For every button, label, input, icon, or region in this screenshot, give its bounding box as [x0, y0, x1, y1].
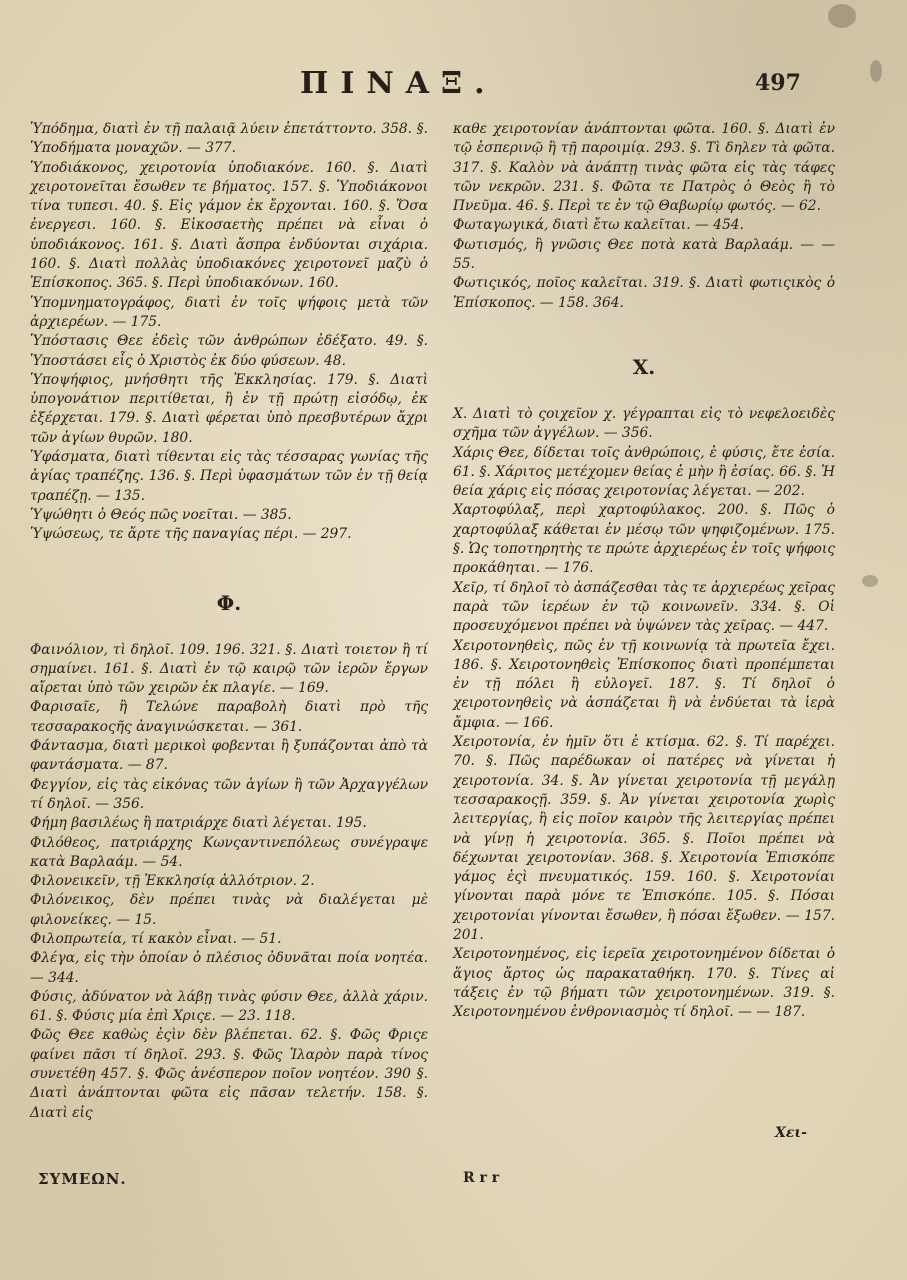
spacer: [453, 379, 835, 405]
index-entry: Ὑπόδημα, διατὶ ἐν τῇ παλαιᾷ λύειν ἐπετάττοντο. 358. §. Ὑποδήματα μοναχῶν. — 377.: [30, 121, 428, 157]
right-column: [453, 120, 835, 1022]
index-entry: Φαρισαῖε, ἢ Τελώνε παραβολὴ διατὶ πρὸ τῆς τεσσαρακοςῆς ἀναγινώσκεται. — 361.: [30, 699, 428, 735]
index-entry: Φωτισμός, ἢ γνῶσις Θεε ποτὰ κατὰ Βαρλαάμ. — — 55.: [453, 236, 835, 273]
index-entry: Φιλόνεικος, δὲν πρέπει τινὰς νὰ διαλέγεται μὲ φιλονείκες. — 15.: [30, 892, 428, 928]
spacer: [30, 615, 428, 641]
index-entry: Χειροτονία, ἐν ἡμῖν ὅτι ἐ κτίσμα. 62. §. Τί παρέχει. 70. §. Πῶς παρέδωκαν οἱ πατέρες νὰ γίνεται ἡ χειροτονία. 34. §. Ἀν γίνεται χειροτονία τῇ μεγάλῃ τεσσαρακοςῇ. 359. §. Ἀν γίνεται χειροτονία χωρὶς λειτεργίας, ἢ εἰς ποῖον καιρὸν τῆς λειτεργίας πρέπει νὰ γίνῃ ἡ χειροτονία. 365. §. Ποῖοι πρέπει νὰ δέχωνται χειροτονίαν. 368. §. Χειροτονία Ἐπισκόπε γάμος ἐςὶ πνευματικός. 159. 160. §. Χειροτονίαι γίνονται παρὰ μόνε τε Ἐπισκόπε. 105. §. Πόσαι χειροτονίαι γίνονται ἔσωθεν, ἢ πόσαι ἔξωθεν. — 157. 201.: [453, 734, 835, 943]
index-entry: Ὑφάσματα, διατὶ τίθενται εἰς τὰς τέσσαρας γωνίας τῆς ἁγίας τραπέζης. 136. §. Περὶ ὑφασμάτων τῶν ἐν τῇ θείᾳ τραπέζῃ. — 135.: [30, 449, 428, 504]
index-entry: Ὑποδιάκονος, χειροτονία ὑποδιακόνε. 160. §. Διατὶ χειροτονεῖται ἔσωθεν τε βήματος. 157. §. Ὑποδιάκονοι τίνα τυπεσι. 40. §. Εἰς γάμον ἐκ ἔρχονται. 160. §. Ὅσα ἐνεργεσι. 160. §. Εἰκοσαετὴς πρέπει νὰ εἶναι ὁ ὑποδιάκονος. 161. §. Διατὶ ἄσπρα ἐνδύονται σιχάρια. 160. §. Διατὶ πολλὰς ὑποδιακόνες χειροτονεῖ μαζὺ ὁ Ἐπίσκοπος. 365. §. Περὶ ὑποδιακόνων. 160.: [30, 159, 428, 292]
ink-stain: [870, 60, 882, 82]
catchword: Χει-: [775, 1125, 807, 1141]
index-entry: Φλέγα, εἰς τὴν ὁποίαν ὁ πλέσιος ὀδυνᾶται ποία νοητέα. — 344.: [30, 950, 428, 986]
section-heading-phi: Φ.: [216, 590, 242, 615]
index-entry: Φαινόλιον, τὶ δηλοῖ. 109. 196. 321. §. Διατὶ τοιετον ἢ τί σημαίνει. 161. §. Διατὶ ἐν τῷ καιρῷ τῶν ἱερῶν ἔργων αἴρεται ὑπὸ τῶν χειρῶν ἐκ πλαγίε. — 169.: [30, 641, 428, 697]
page-title: ΠΙΝΑΞ.: [300, 66, 497, 101]
page-number: 497: [755, 70, 801, 96]
index-entry: Φιλόθεος, πατριάρχης Κωνςαντινεπόλεως συνέγραψε κατὰ Βαρλαάμ. — 54.: [30, 834, 428, 870]
spacer: [453, 313, 835, 355]
ink-stain: [828, 4, 856, 28]
index-entry: Ὑποψήφιος, μνήσθητι τῆς Ἐκκλησίας. 179. §. Διατὶ ὑπογονάτιον περιτίθεται, ἢ ἐν τῇ πρώτῃ εἰσόδῳ, ἐκ ἐξέρχεται. 179. §. Διατὶ φέρεται ὑπὸ πρεσβυτέρων ἄχρι τῶν ἁγίων θυρῶν. 180.: [30, 371, 428, 446]
spacer: [30, 545, 428, 591]
index-entry: Ὑψώθητι ὁ Θεός πῶς νοεῖται. — 385.: [30, 506, 292, 523]
index-entry: Χεῖρ, τί δηλοῖ τὸ ἀσπάζεσθαι τὰς τε ἀρχιερέως χεῖρας παρὰ τῶν ἱερέων ἐν τῷ κοινωνεῖν. 334. §. Οἱ προσευχόμενοι πρέπει νὰ ὑψώνεν τὰς χεῖρας. — 447.: [453, 579, 835, 635]
index-entry: Ὑπόστασις Θεε ἐδεὶς τῶν ἀνθρώπων ἐδέξατο. 49. §. Ὑποστάσει εἷς ὁ Χριστὸς ἐκ δύο φύσεων. 48.: [30, 333, 428, 369]
index-entry: Χειροτονημένος, εἰς ἱερεῖα χειροτονημένον δίδεται ὁ ἅγιος ἄρτος ὡς παρακαταθήκη. 170. §. Τίνες αἱ τάξεις ἐν τῷ βήματι τῶν χειροτονημένων. 319. §. Χειροτονημένου ἐνθρονιασμὸς τί δηλοῖ. — — 187.: [453, 946, 835, 1021]
index-entry: Φάντασμα, διατὶ μερικοὶ φοβενται ἢ ξυπάζονται ἀπὸ τὰ φαντάσματα. — 87.: [30, 738, 428, 774]
index-entry: Φῶς Θεε καθὼς ἐςὶν δὲν βλέπεται. 62. §. Φῶς Φριςε φαίνει πᾶσι τί δηλοῖ. 293. §. Φῶς Ἱλαρὸν παρὰ τίνος συνετέθη 457. §. Φῶς ἀνέσπερον ποῖον νοητέον. 390 §. Διατὶ ἀνάπτονται φῶτα εἰς πᾶσαν τελετήν. 158. §. Διατὶ εἰς: [30, 1027, 428, 1121]
index-entry: Φήμη βασιλέως ἢ πατριάρχε διατὶ λέγεται. 195.: [30, 815, 367, 832]
index-entry: Φεγγίον, εἰς τὰς εἰκόνας τῶν ἁγίων ἢ τῶν Ἀρχαγγέλων τί δηλοῖ. — 356.: [30, 776, 428, 812]
index-entry: Φιλοπρωτεία, τί κακὸν εἶναι. — 51.: [30, 930, 282, 947]
index-entry: Χειροτονηθεὶς, πῶς ἐν τῇ κοινωνίᾳ τὰ πρωτεῖα ἔχει. 186. §. Χειροτονηθεὶς Ἐπίσκοπος διατὶ προπέμπεται ἐν τῇ πόλει ἢ εὐλογεῖ. 187. §. Τί δηλοῖ ὁ χειροτονηθεὶς νὰ ἀσπάζεται ἢ νὰ ἐνδύεται τὰ ἱερὰ ἄμφια. — 166.: [453, 637, 835, 731]
index-entry: καθε χειροτονίαν ἀνάπτονται φῶτα. 160. §. Διατὶ ἐν τῷ ἑσπερινῷ ἢ τῇ παροιμίᾳ. 293. §. Τὶ δηλεν τὰ φῶτα. 317. §. Καλὸν νὰ ἀνάπτῃ τινὰς φῶτα εἰς τὰς τάφες τῶν νεκρῶν. 231. §. Φῶτα τε Πατρὸς ὁ Θεὸς ἢ τὸ Πνεῦμα. 46. §. Περὶ τε ἐν τῷ Θαβωρίῳ φωτός. — 62.: [453, 121, 835, 215]
index-entry: Φιλονεικεῖν, τῇ Ἐκκλησίᾳ ἀλλότριον. 2.: [30, 873, 315, 890]
left-column: [30, 120, 428, 1123]
signature-mark: R r r: [463, 1170, 500, 1186]
index-entry: Χάρις Θεε, δίδεται τοῖς ἀνθρώποις, ἐ φύσις, ἔτε ἐσία. 61. §. Χάριτος μετέχομεν θείας ἐ μὴν ἢ ἐσίας. 66. §. Ἡ θεία χάρις εἰς πόσας χειροτονίας λέγεται. — 202.: [453, 444, 835, 500]
ink-stain: [862, 575, 878, 587]
index-entry: Ὑπομνηματογράφος, διατὶ ἐν τοῖς ψήφοις μετὰ τῶν ἀρχιερέων. — 175.: [30, 294, 428, 330]
section-heading-chi: Χ.: [632, 354, 656, 379]
index-entry: Φωτιςικός, ποῖος καλεῖται. 319. §. Διατὶ φωτιςικὸς ὁ Ἐπίσκοπος. — 158. 364.: [453, 275, 835, 311]
index-entry: Χ. Διατὶ τὸ ςοιχεῖον χ. γέγραπται εἰς τὸ νεφελοειδὲς σχῆμα τῶν ἀγγέλων. — 356.: [453, 405, 835, 442]
index-entry: Χαρτοφύλαξ, περὶ χαρτοφύλακος. 200. §. Πῶς ὁ χαρτοφύλαξ κάθεται ἐν μέσῳ τῶν ψηφιζομένων. 175. §. Ὡς τοποτηρητὴς τε πρώτε ἀρχιερέως ἐν τοῖς ψήφοις προκάθηται. — 176.: [453, 502, 835, 577]
index-entry: Φωταγωγικά, διατὶ ἔτω καλεῖται. — 454.: [453, 217, 744, 234]
signature-left: ΣΥΜΕΩΝ.: [38, 1170, 127, 1188]
index-entry: Φύσις, ἀδύνατον νὰ λάβῃ τινὰς φύσιν Θεε, ἀλλὰ χάριν. 61. §. Φύσις μία ἐπὶ Χριςε. — 23. 118.: [30, 988, 428, 1025]
index-entry: Ὑψώσεως, τε ἄρτε τῆς παναγίας πέρι. — 297.: [30, 526, 352, 543]
